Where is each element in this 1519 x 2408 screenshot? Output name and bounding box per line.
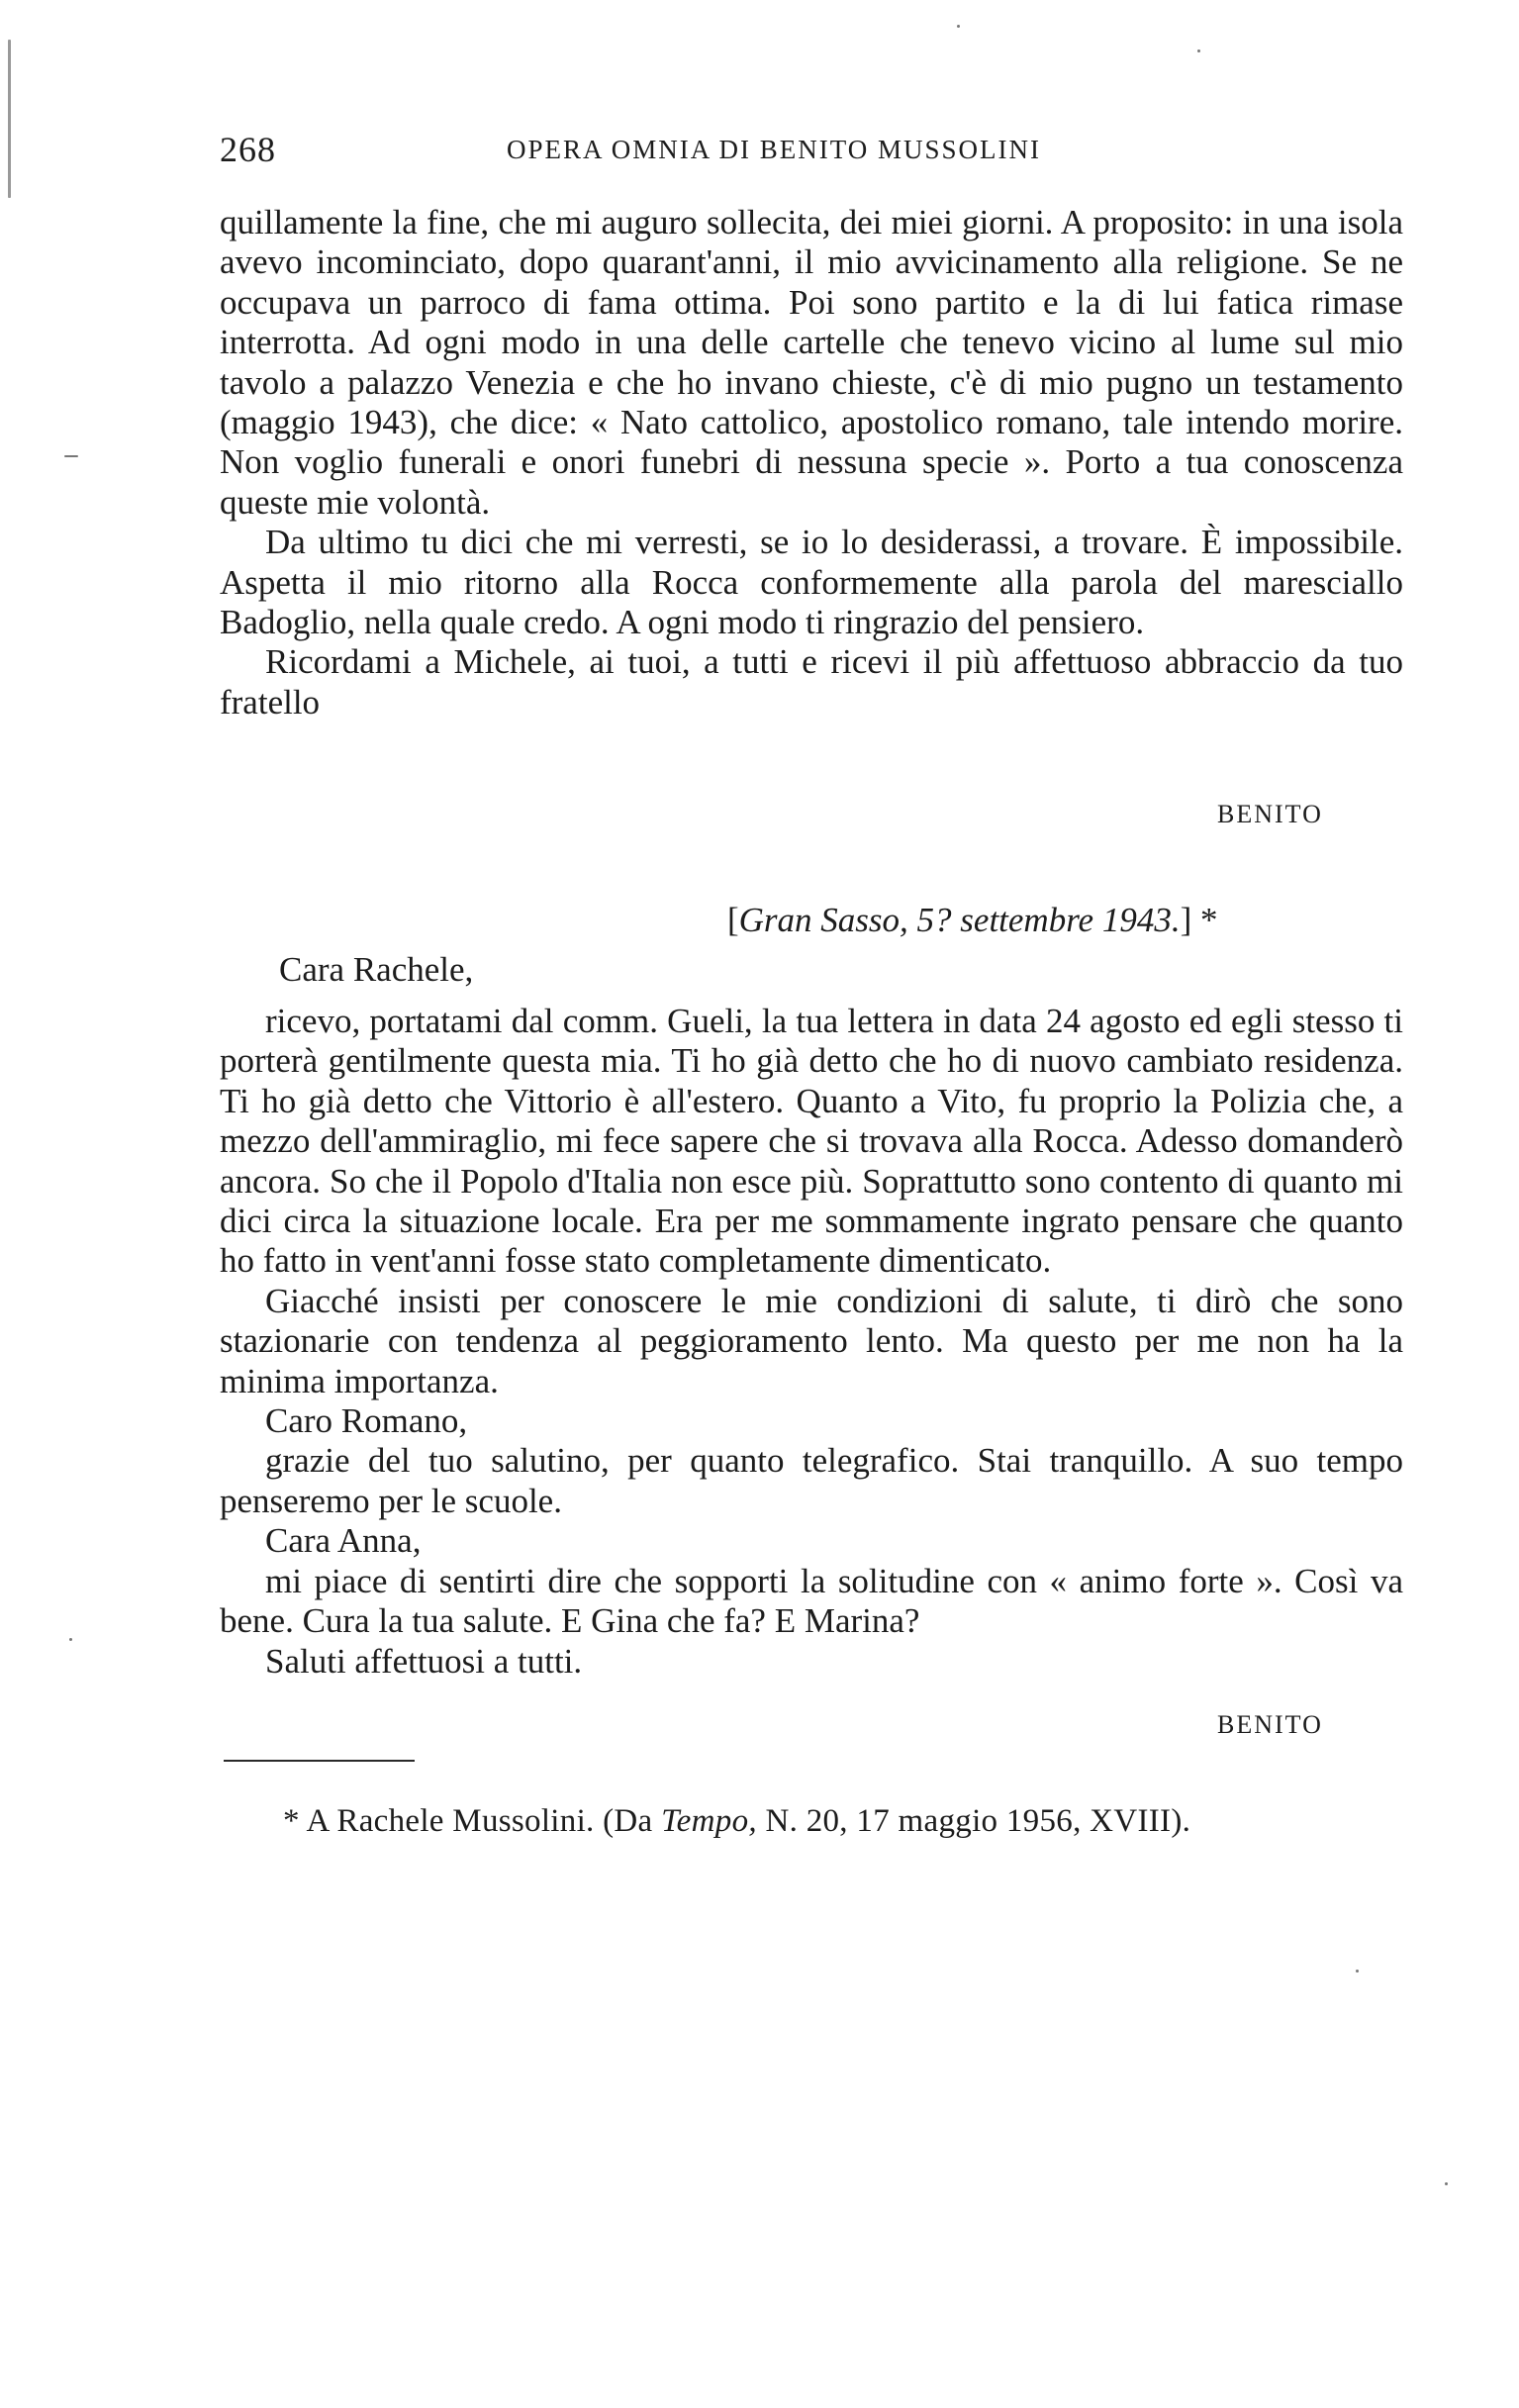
paragraph: mi piace di sentirti dire che sopporti la solitudine con « animo forte ». Così va bene. Cura la tua salute. E Gina che fa? E Marina? (220, 1561, 1403, 1641)
scan-edge-mark (8, 40, 11, 198)
footnote-source: Tempo, (661, 1803, 757, 1839)
paragraph: quillamente la fine, che mi auguro sollecita, dei miei giorni. A proposito: in una isola avevo incominciato, dopo quarant'anni, il mio avvicinamento alla religione. Se ne occupava un parroco di fama ottima. Poi sono partito e la di lui fatica rimase interrotta. Ad ogni modo in una delle cartelle che tenevo vicino al lume sul mio tavolo a palazzo Venezia e che ho invano chieste, c'è di mio pugno un testamento (maggio 1943), che dice: « Nato cattolico, apostolico romano, tale intendo morire. Non voglio funerali e onori funebri di nessuna specie ». Porto a tua conoscenza queste mie volontà. (220, 203, 1403, 522)
page-header (220, 129, 1209, 178)
salutation: Cara Rachele, (279, 950, 474, 989)
footnote-prefix: * A Rachele Mussolini. (Da (283, 1803, 662, 1839)
dateline (727, 901, 1217, 940)
signature: BENITO (1217, 1710, 1323, 1739)
scan-speck (1445, 2182, 1448, 2185)
dateline-bracket: [ (727, 901, 739, 939)
letter-one-body (220, 203, 1403, 722)
salutation: Cara Anna, (265, 1521, 422, 1561)
scan-speck (957, 25, 960, 28)
page-number: 268 (220, 130, 276, 169)
scan-speck (1356, 1970, 1359, 1973)
scan-speck (64, 455, 78, 457)
paragraph: ricevo, portatami dal comm. Gueli, la tua lettera in data 24 agosto ed egli stesso ti porterà gentilmente questa mia. Ti ho già detto che ho di nuovo cambiato residenza. Ti ho già detto che Vittorio è all'estero. Quanto a Vito, fu proprio la Polizia che, a mezzo dell'ammiraglio, mi fece sapere che si trovava alla Rocca. Adesso domanderò ancora. So che il Popolo d'Italia non esce più. Soprattutto sono contento di quanto mi dici circa la situazione locale. Era per me sommamente ingrato pensare che quanto ho fatto in vent'anni fosse stato completamente dimenticato. (220, 1002, 1403, 1281)
paragraph: Giacché insisti per conoscere le mie condizioni di salute, ti dirò che sono stazionarie con tendenza al peggioramento lento. Ma questo per me non ha la minima importanza. (220, 1281, 1403, 1400)
paragraph: grazie del tuo salutino, per quanto telegrafico. Stai tranquillo. A suo tempo penseremo per le scuole. (220, 1441, 1403, 1520)
scan-speck (69, 1638, 72, 1641)
scan-speck (1197, 49, 1200, 52)
dateline-text: Gran Sasso, 5? settembre 1943. (738, 901, 1181, 939)
running-head: OPERA OMNIA DI BENITO MUSSOLINI (507, 135, 1042, 164)
footnote-rule (224, 1760, 415, 1762)
paragraph: Da ultimo tu dici che mi verresti, se io lo desiderassi, a trovare. È impossibile. Aspetta il mio ritorno alla Rocca conformemente alla parola del maresciallo Badoglio, nella quale credo. A ogni modo ti ringrazio del pensiero. (220, 523, 1403, 642)
footnote (283, 1803, 1190, 1840)
closing: Saluti affettuosi a tutti. (265, 1641, 583, 1681)
footnote-suffix: N. 20, 17 maggio 1956, XVIII). (756, 1803, 1191, 1839)
dateline-bracket: ] * (1180, 901, 1218, 939)
signature: BENITO (1217, 800, 1323, 828)
paragraph: Ricordami a Michele, ai tuoi, a tutti e ricevi il più affettuoso abbraccio da tuo fratello (220, 642, 1403, 722)
letter-two-body (220, 1002, 1403, 1682)
salutation: Caro Romano, (265, 1401, 468, 1441)
